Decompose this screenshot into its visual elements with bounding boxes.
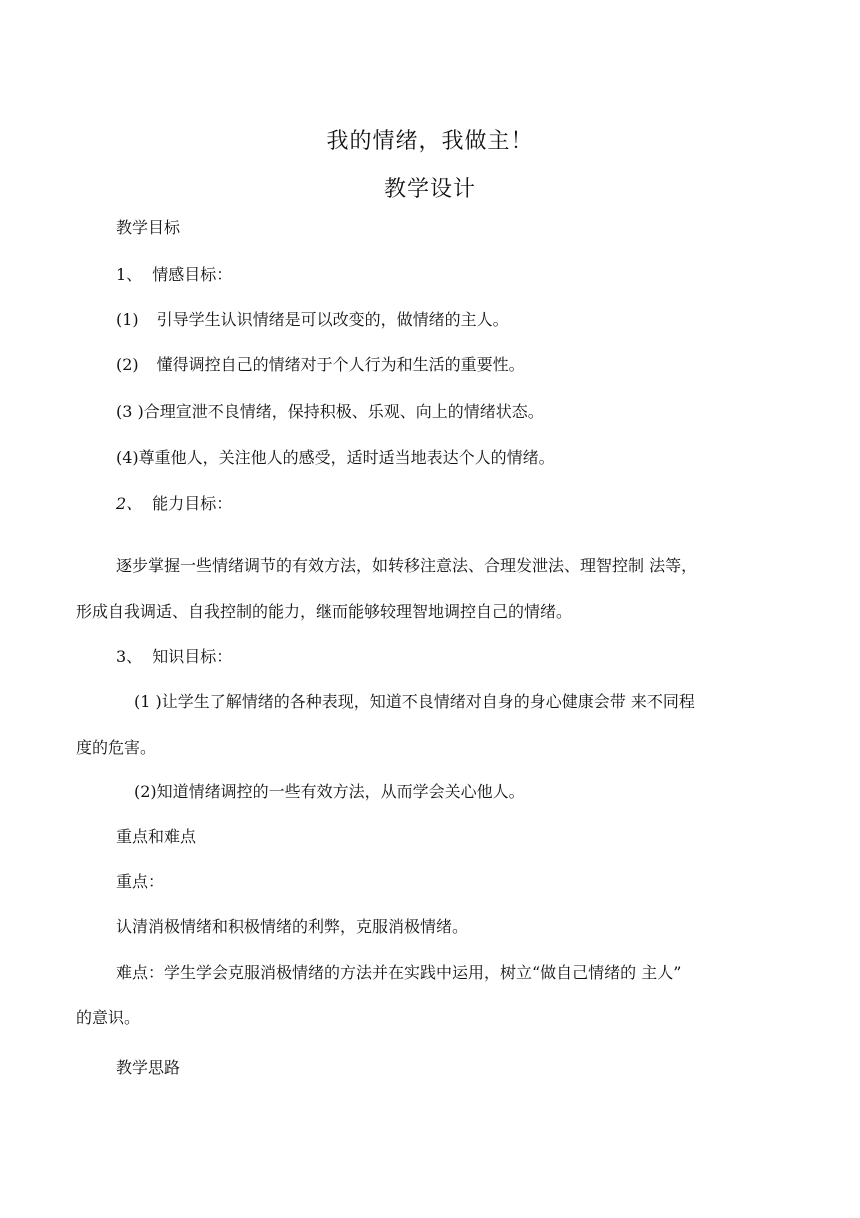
ability-goal-number: 2、 (116, 494, 143, 513)
knowledge-item-text: 知道情绪调控的一些有效方法，从而学会关心他人。 (156, 782, 525, 801)
knowledge-item-text: 让学生了解情绪的各种表现，知道不良情绪对自身的身心健康会带 来不同程 (161, 692, 695, 711)
ability-paragraph-line: 形成自我调适、自我控制的能力，继而能够较理智地调控自己的情绪。 (76, 602, 573, 621)
emotion-item (116, 310, 509, 330)
knowledge-item-number: (1 ) (134, 692, 162, 711)
ability-goal-label: 能力目标： (152, 494, 233, 513)
knowledge-goal-label: 知识目标： (152, 647, 233, 666)
knowledge-item-continuation: 度的危害。 (76, 738, 157, 757)
knowledge-item-number: (2) (134, 782, 157, 801)
emotion-item-text: 合理宣泄不良情绪，保持积极、乐观、向上的情绪状态。 (143, 402, 544, 421)
section-heading-objectives: 教学目标 (116, 218, 181, 237)
knowledge-item (134, 782, 525, 802)
section-heading-teaching-approach: 教学思路 (116, 1058, 181, 1077)
ability-goal-heading (116, 494, 232, 514)
emotion-item (116, 355, 525, 375)
emotion-goal-label: 情感目标： (152, 265, 233, 284)
emotion-item-number: (1) (116, 310, 139, 329)
emotion-goal-heading (116, 265, 232, 285)
difficulty-line: 的意识。 (76, 1008, 141, 1027)
knowledge-item (134, 692, 695, 712)
emotion-item-number: (3 ) (116, 402, 144, 421)
emotion-item-text: 引导学生认识情绪是可以改变的，做情绪的主人。 (156, 310, 509, 329)
emotion-item-number: (2) (116, 355, 139, 374)
key-point-text: 认清消极情绪和积极情绪的利弊，克服消极情绪。 (116, 917, 469, 936)
emotion-item (116, 402, 544, 422)
emotion-item-text: 懂得调控自己的情绪对于个人行为和生活的重要性。 (156, 355, 525, 374)
key-point-label: 重点： (116, 872, 165, 891)
emotion-item-text: 尊重他人，关注他人的感受，适时适当地表达个人的情绪。 (138, 448, 555, 467)
difficulty-line: 难点：学生学会克服消极情绪的方法并在实践中运用，树立“做自己情绪的 主人” (116, 963, 682, 982)
emotion-item-number: (4) (116, 448, 139, 467)
document-title: 我的情绪，我做主！ (326, 129, 534, 154)
document-subtitle: 教学设计 (383, 177, 476, 202)
knowledge-goal-heading (116, 647, 232, 667)
ability-paragraph-line: 逐步掌握一些情绪调节的有效方法，如转移注意法、合理发泄法、理智控制 法等， (116, 556, 698, 575)
emotion-item (116, 448, 555, 468)
section-heading-key-points: 重点和难点 (116, 827, 197, 846)
knowledge-goal-number: 3、 (116, 647, 143, 666)
emotion-goal-number: 1、 (116, 265, 143, 284)
